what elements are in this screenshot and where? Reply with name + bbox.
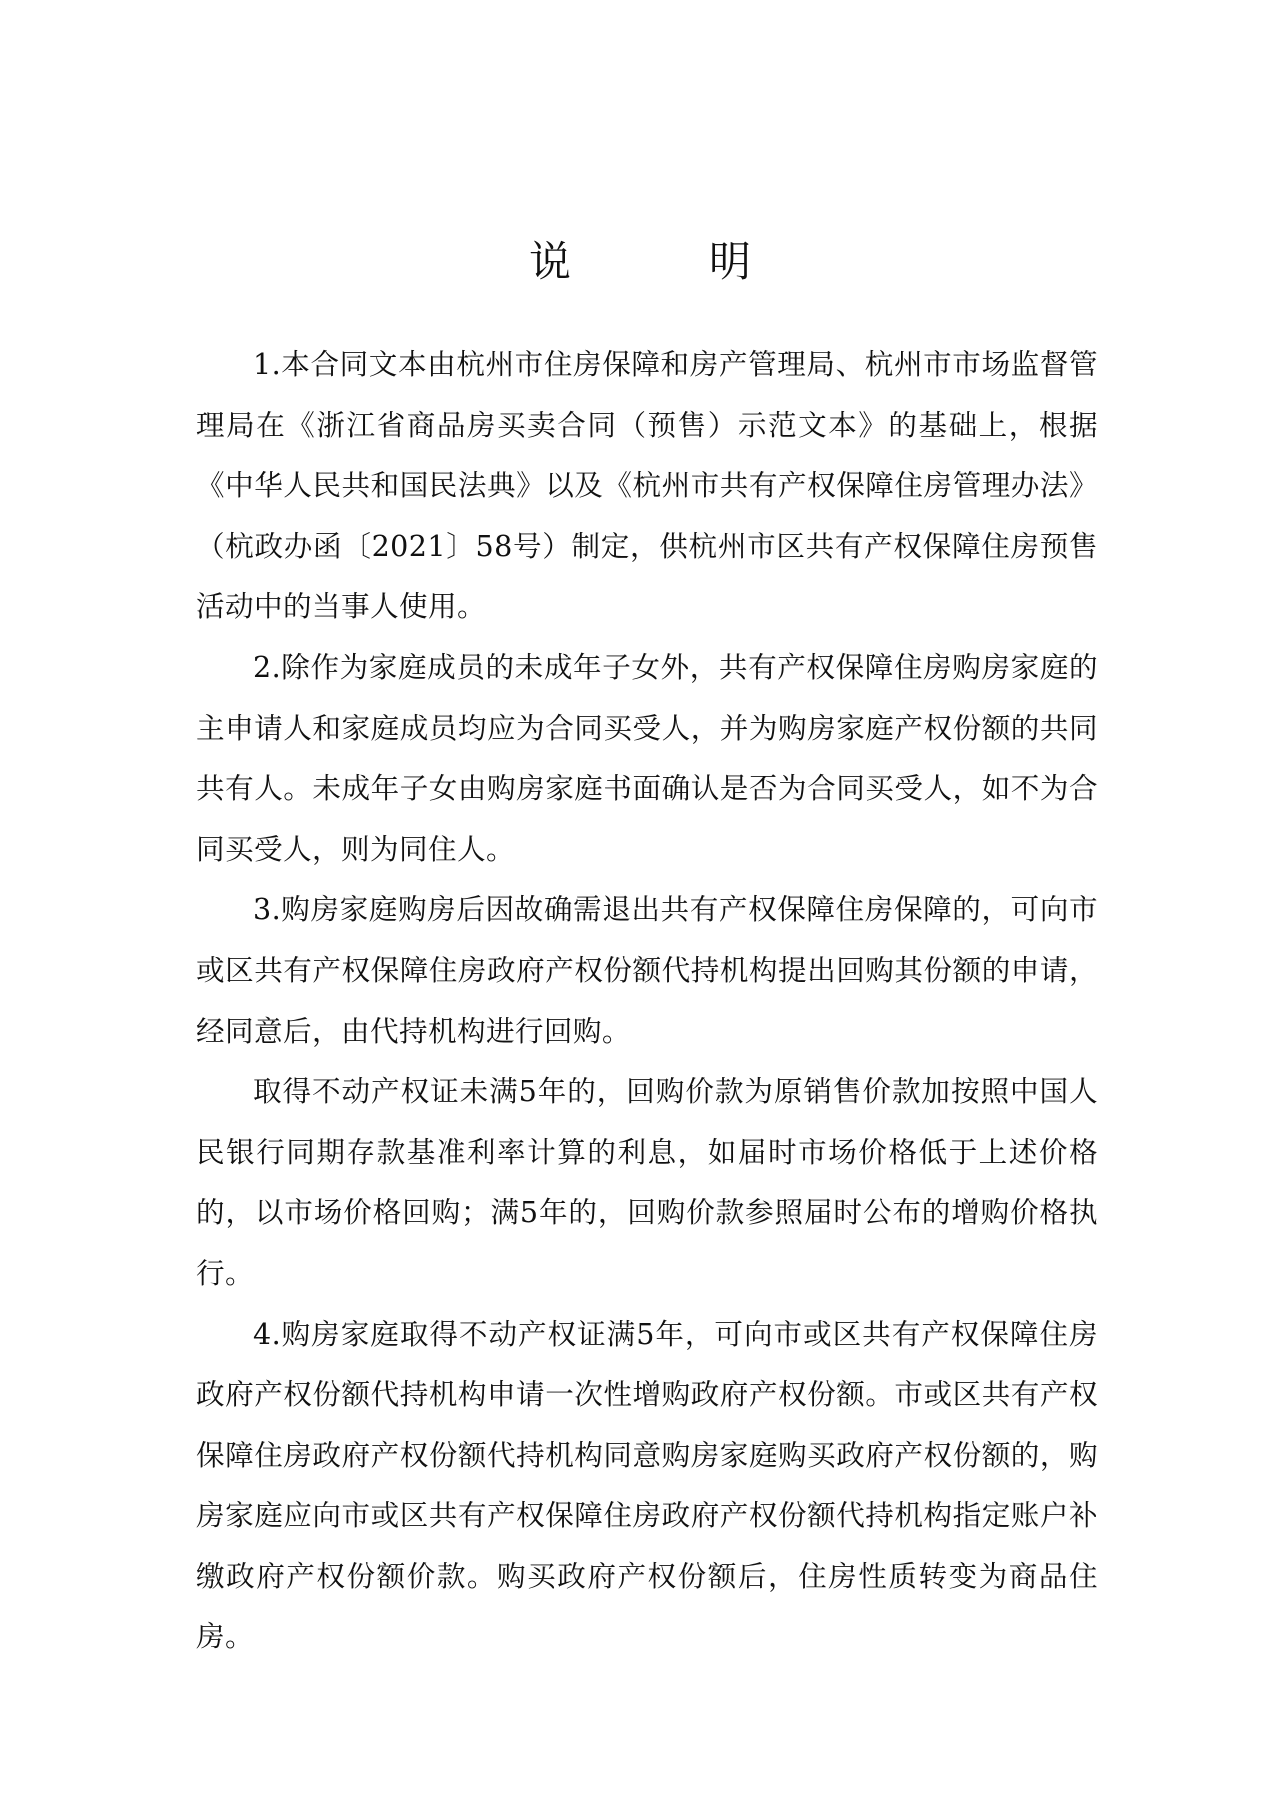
page-title: 说 明: [528, 237, 799, 286]
paragraph-2: 2.除作为家庭成员的未成年子女外，共有产权保障住房购房家庭的主申请人和家庭成员均应为合同买受人，并为购房家庭产权份额的共同共有人。未成年子女由购房家庭书面确认是否为合同买受人，如不为合同买受人，则为同住人。: [196, 649, 1098, 866]
paragraph-4: 4.购房家庭取得不动产权证满5年，可向市或区共有产权保障住房政府产权份额代持机构申请一次性增购政府产权份额。市或区共有产权保障住房政府产权份额代持机构同意购房家庭购买政府产权份额的，购房家庭应向市或区共有产权保障住房政府产权份额代持机构指定账户补缴政府产权份额价款。购买政府产权份额后，住房性质转变为商品住房。: [196, 1316, 1098, 1654]
paragraph-3: 3.购房家庭购房后因故确需退出共有产权保障住房保障的，可向市或区共有产权保障住房政府产权份额代持机构提出回购其份额的申请，经同意后，由代持机构进行回购。: [196, 892, 1098, 1048]
paragraph-3-continued: 取得不动产权证未满5年的，回购价款为原销售价款加按照中国人民银行同期存款基准利率计算的利息，如届时市场价格低于上述价格的，以市场价格回购；满5年的，回购价款参照届时公布的增购价格执行。: [196, 1074, 1098, 1290]
paragraph-1: 1.本合同文本由杭州市住房保障和房产管理局、杭州市市场监督管理局在《浙江省商品房买卖合同（预售）示范文本》的基础上，根据《中华人民共和国民法典》以及《杭州市共有产权保障住房管理办法》（杭政办函〔2021〕58号）制定，供杭州市区共有产权保障住房预售活动中的当事人使用。: [196, 347, 1098, 624]
document-body: [196, 334, 1098, 1667]
